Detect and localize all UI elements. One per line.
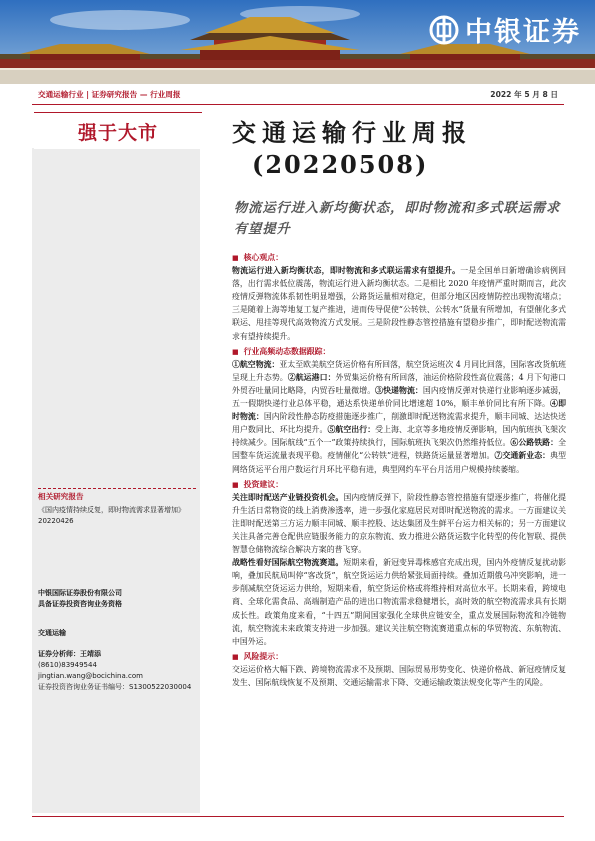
analyst-certificate: 证券投资咨询业务证书编号：S1300522030004	[38, 683, 192, 691]
road-label: ⑥公路铁路：	[510, 438, 559, 448]
aviation-label: ①航空物流：	[232, 359, 280, 369]
invest-lead-1: 关注即时配送产业链投资机会。	[232, 492, 344, 502]
travel-text: 受上海、北京等多地疫情反弹影响，国内航班执飞架次持续减少。国际航线“五个一”政策持续执行，国际航班执飞架次仍然维持低位。	[232, 425, 566, 448]
section-heading-risk: ■ 风险提示：	[232, 650, 566, 663]
tracking-paragraph	[232, 358, 566, 476]
new-format-text: 典型网络货运平台用户数运行月环比平稳有进，典型网约车平台月活用户规模持续萎缩。	[232, 451, 566, 474]
report-body	[232, 251, 566, 689]
analyst-phone: (8610)83949544	[38, 661, 97, 669]
analyst-email[interactable]: jingtian.wang@bocichina.com	[38, 672, 143, 680]
company-logo	[429, 10, 581, 49]
section-heading-core: ■ 核心观点：	[232, 251, 566, 264]
sidebar-divider	[38, 488, 196, 489]
logo-text: 中银证券	[465, 17, 581, 48]
company-info	[38, 588, 198, 610]
express-text: 国内疫情反弹对快递行业影响逐步减弱，五一假期快递行业总体平稳，通达系快递单价同比增速超 10%，顺丰单价同比有所下降。	[232, 385, 566, 409]
travel-label: ⑤航空出行：	[327, 425, 376, 435]
new-format-label: ⑦交通新业态：	[494, 451, 551, 461]
company-name: 中银国际证券股份有限公司	[38, 589, 122, 597]
risk-paragraph: 交运运价格大幅下跌、跨境物流需求不及预期、国际贸易形势变化、快递价格战、新冠疫情反复发生、国际航线恢复不及预期、交通运输需求下降、交通运输政策法规变化等产生的风险。	[232, 664, 566, 687]
core-paragraph	[232, 264, 566, 343]
express-label: ③快递物流：	[375, 385, 423, 395]
instant-text: 国内阶段性静态防疫措施逐步推广，削激即时配送物流需求提升，顺丰同城、达达快送用户数同比、环比均提升。	[232, 412, 566, 435]
invest-text-2: 短期来看，新冠变异毒株感官充成出现，国内外疫情反复扰动影响，叠加民航局叫停“客改货”，航空货运运力供给紧张局面持续。叠加近期俄乌冲突影响，进一步削减航空货运运力供给，短期来看，航空货运价格或将维持相对高位水平。长期来看，跨境电商、全球化需食品、高端制造产品的进出口物流需求稳健增长，高时效的航空物流需求具有长期成长性。政策角度来看，“十四五”期间国家强化全球供应链安全，重点发展国际物流和冷链物流，航空物流未来政策支持进一步加强。建议关注航空物流赛道重点标的华贸物流、东航物流、中国外运。	[232, 558, 566, 646]
breadcrumb-bar	[32, 86, 564, 105]
footer-divider	[32, 816, 564, 817]
analyst-info	[38, 628, 198, 693]
related-research	[38, 491, 198, 527]
aviation-text: 亚太至欧美航空货运价格有所回落，航空货运班次 4 月同比回落，国际客改货航班呈现上升态势。	[232, 359, 566, 382]
core-lead: 物流运行进入新均衡状态，即时物流和多式联运需求有望提升。	[232, 266, 461, 276]
road-text: 全国整车货运流量表现平稳。疫情催化“公转铁”进程，铁路货运量显著增加。	[232, 438, 566, 461]
report-title-date: (20220508)	[252, 150, 429, 179]
report-title: 交通运输行业周报	[232, 118, 472, 147]
header-banner	[0, 0, 595, 84]
section-heading-invest: ■ 投资建议：	[232, 478, 566, 491]
analyst-name: 证券分析师：王靖添	[38, 650, 101, 658]
doc-path: 交通运输行业 | 证券研究报告 — 行业周报	[38, 90, 181, 99]
related-report-link[interactable]: 《国内疫情持续反复，即时物流需求显著增加》20220426	[38, 506, 185, 525]
report-date: 2022 年 5 月 8 日	[490, 90, 558, 99]
port-label: ②航运港口：	[287, 372, 336, 382]
invest-text-1: 国内疫情反弹下，阶段性静态管控措施有望逐步推广，将催化提升生活日常物资的线上消费渗透率，进一步强化家庭居民对即时配送物流的需求。一方面建议关注即时配送第三方运力顺丰同城、顺丰控股、达达集团及生鲜平台运力相关标的；另一方面建议关注具备完善仓配供应链服务能力的京东物流、致力推进公路货运数字化转型的传化智联、提供智慧仓储物流综合解决方案的普飞穿。	[232, 492, 566, 555]
related-heading: 相关研究报告	[38, 492, 84, 501]
invest-paragraph-1	[232, 491, 566, 556]
section-heading-tracking: ■ 行业高频动态数据跟踪：	[232, 345, 566, 358]
boc-logo-icon	[429, 15, 459, 45]
industry-rating: 强于大市	[78, 122, 159, 144]
sidebar-panel	[32, 148, 200, 813]
invest-lead-2: 战略性看好国际航空物流赛道。	[232, 558, 344, 568]
sector-name: 交通运输	[38, 629, 66, 637]
report-subtitle: 物流运行进入新均衡状态，即时物流和多式联运需求有望提升	[234, 201, 561, 237]
core-text: 一是全国单日新增确诊病例回落，出行需求低位震荡，物流运行进入新均衡状态。二是相比 2020 年疫情严重时期而言，此次疫情反弹物流体系韧性明显增强，公路货运量相对稳定，但部分地区因疫情防控出现物流堵点；三是随着上海等地复工复产推进，进而传导促使“公转铁、公转水”货量有所增加，有望催化多式联运、甩挂等现代高效物流方式发展。三是阶段性静态管控措施有望稳步推广，即时配送物流需求有望持续提升。	[232, 266, 566, 341]
qualification: 具备证券投资咨询业务资格	[38, 600, 122, 608]
port-text: 外贸集运价格有所回落，油运价格阶段性高位震荡；4 月下旬港口外贸吞吐量同比略降，内贸吞吐量微增。	[232, 372, 566, 395]
invest-paragraph-2	[232, 556, 566, 648]
instant-label: ④即时物流：	[232, 399, 566, 422]
